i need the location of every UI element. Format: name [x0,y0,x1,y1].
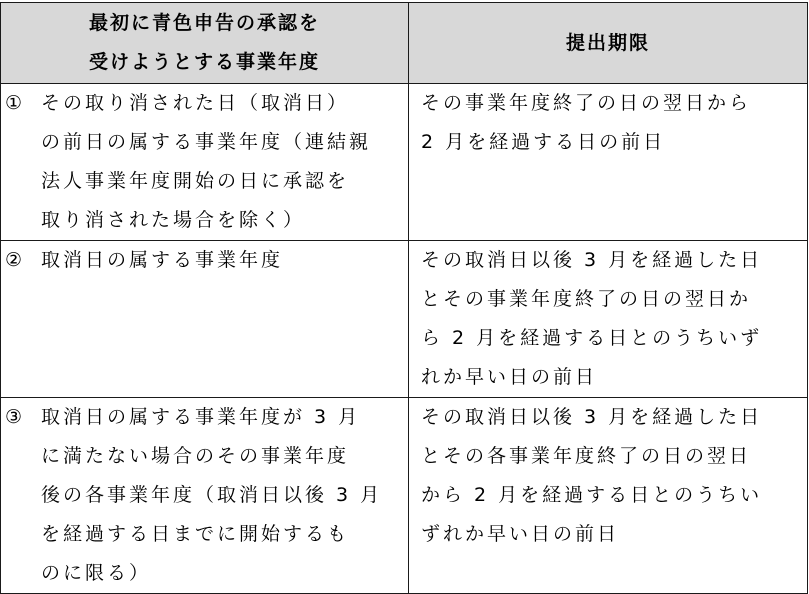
row-3-left-line-2: に満たない場合のその事業年度 [41,445,350,467]
filing-deadline-table [0,2,808,594]
row-3-deadline-cell [409,398,808,594]
row-3-left-line-4: を経過する日までに開始するも [41,523,350,545]
row-2-number: ② [5,249,26,271]
row-1-left-line-1: ① その取り消された日（取消日） [5,84,398,123]
row-2-right-line-4: れか早い日の前日 [421,366,598,388]
row-3-left-line-3: 後の各事業年度（取消日以後 3 月 [41,484,383,506]
row-3-left-line-1: ③ 取消日の属する事業年度が 3 月 [5,398,398,437]
row-2-right-line-1: その取消日以後 3 月を経過した日 [421,249,763,271]
row-1-left-line-4: 取り消された場合を除く） [41,209,306,231]
header-fiscal-year-line-1: 最初に青色申告の承認を [88,12,320,34]
row-3-fiscal-year-cell [1,398,409,594]
row-1-left-line-3: 法人事業年度開始の日に承認を [41,170,350,192]
row-3-right-line-1: その取消日以後 3 月を経過した日 [421,406,763,428]
row-2-right-line-3: ら 2 月を経過する日とのうちいず [421,327,763,349]
table-row [1,241,808,398]
row-3-left-line-5: のに限る） [41,562,152,584]
row-2-deadline-cell [409,241,808,398]
row-3-number: ③ [5,406,26,428]
row-3-right-line-2: とその各事業年度終了の日の翌日 [421,445,752,467]
row-3-right-line-3: から 2 月を経過する日とのうちい [421,484,763,506]
header-fiscal-year [1,3,409,84]
row-2-right-line-2: とその事業年度終了の日の翌日か [421,288,752,310]
row-1-left-line-2: の前日の属する事業年度（連結親 [41,131,372,153]
table-header-row [1,3,808,84]
row-1-number: ① [5,92,26,114]
row-3-right-line-4: ずれか早い日の前日 [421,523,620,545]
row-1-deadline-cell [409,84,808,241]
header-fiscal-year-line-2: 受けようとする事業年度 [88,51,320,73]
row-2-fiscal-year-cell [1,241,409,398]
header-deadline: 提出期限 [409,3,808,84]
row-2-left-line-1: ② 取消日の属する事業年度 [5,241,398,280]
table-row [1,84,808,241]
table-row [1,398,808,594]
row-1-right-line-1: その事業年度終了の日の翌日から [421,92,752,114]
row-1-fiscal-year-cell [1,84,409,241]
row-1-right-line-2: 2 月を経過する日の前日 [421,131,666,153]
